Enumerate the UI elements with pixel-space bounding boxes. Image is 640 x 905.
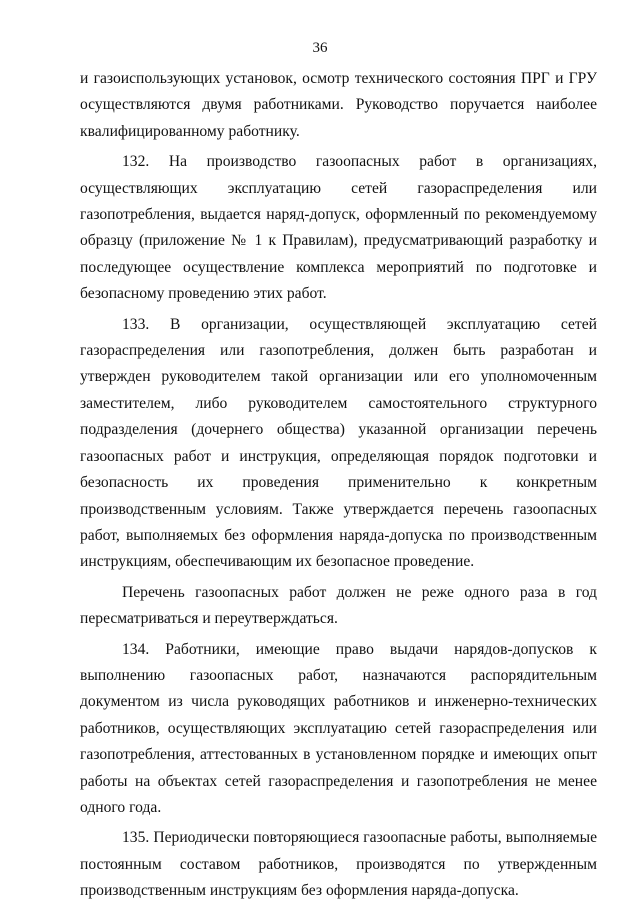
document-body [80,66,597,905]
paragraph-134: 134. Работники, имеющие право выдачи нарядов-допусков к выполнению газоопасных работ, назначаются распорядительным документом из числа руководящих работников и инженерно-технических работников, осуществляющих эксплуатацию сетей газораспределения или газопотребления, аттестованных в установленном порядке и имеющих опыт работы на объектах сетей газораспределения и газопотребления не менее одного года. [80,640,597,816]
paragraph-132: 132. На производство газоопасных работ в организациях, осуществляющих эксплуатацию сетей газораспределения или газопотребления, выдается наряд-допуск, оформленный по рекомендуемому образцу (приложение № 1 к Правилам), предусматривающий разработку и последующее осуществление комплекса мероприятий по подготовке и безопасному проведению этих работ. [80,153,597,303]
paragraph-continuation: и газоиспользующих установок, осмотр технического состояния ПРГ и ГРУ осуществляются двумя работниками. Руководство поручается наиболее квалифицированному работнику. [80,70,597,140]
paragraph-133-list-review: Перечень газоопасных работ должен не реже одного раза в год пересматриваться и переутверждаться. [80,583,597,628]
paragraph-133: 133. В организации, осуществляющей эксплуатацию сетей газораспределения или газопотребления, должен быть разработан и утвержден руководителем такой организации или его уполномоченным заместителем, либо руководителем самостоятельного структурного подразделения (дочернего общества) указанной организации перечень газоопасных работ и инструкция, определяющая порядок подготовки и безопасность их проведения применительно к конкретным производственным условиям. Также утверждается перечень газоопасных работ, выполняемых без оформления наряда-допуска по производственным инструкциям, обеспечивающим их безопасное проведение. [80,315,597,571]
page-number: 36 [312,40,328,56]
paragraph-135: 135. Периодически повторяющиеся газоопасные работы, выполняемые постоянным составом работников, производятся по утвержденным производственным инструкциям без оформления наряда-допуска. [80,829,597,900]
